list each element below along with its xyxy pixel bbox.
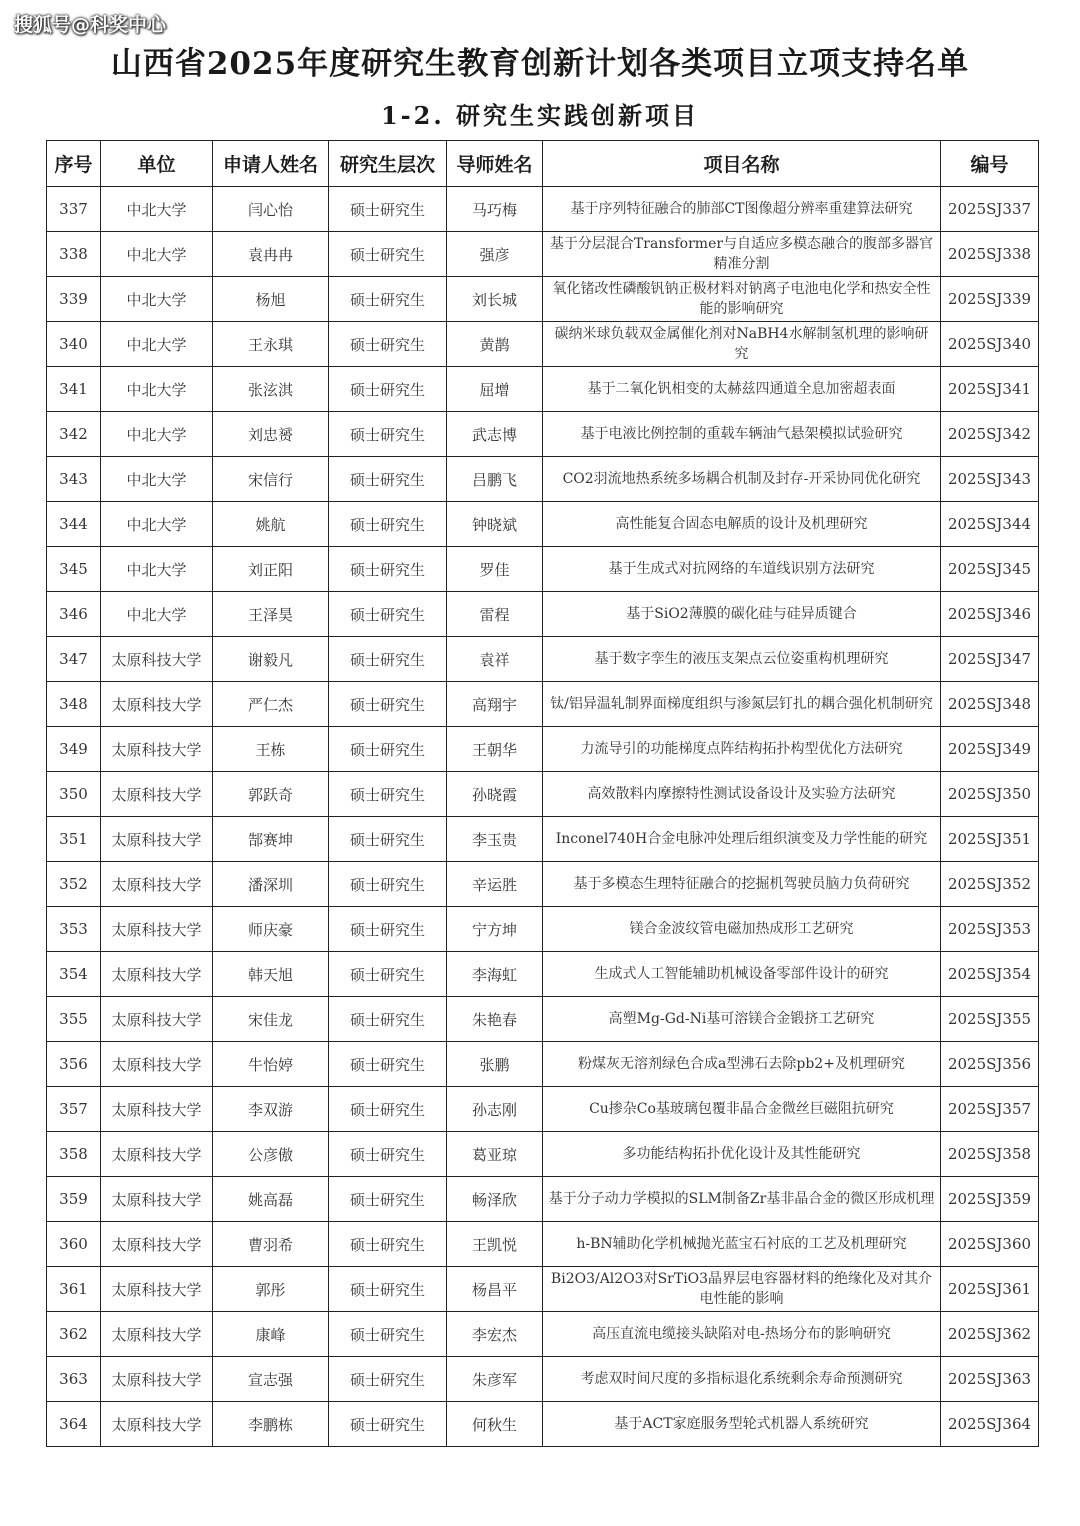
page-subtitle: 1-2. 研究生实践创新项目 <box>380 101 700 130</box>
watermark: 搜狐号@科奖中心 <box>14 14 167 36</box>
cell-project: CO2羽流地热系统多场耦合机制及封存-开采协同优化研究 <box>543 457 941 502</box>
table-row <box>47 457 1039 502</box>
header-advisor: 导师姓名 <box>447 141 543 187</box>
cell-project: 高性能复合固态电解质的设计及机理研究 <box>543 502 941 547</box>
cell-advisor: 杨昌平 <box>447 1267 543 1312</box>
cell-level: 硕士研究生 <box>329 1357 447 1402</box>
cell-code: 2025SJ347 <box>941 637 1039 682</box>
cell-advisor: 马巧梅 <box>447 187 543 232</box>
cell-level: 硕士研究生 <box>329 412 447 457</box>
cell-index: 353 <box>47 907 101 952</box>
cell-advisor: 畅泽欣 <box>447 1177 543 1222</box>
cell-index: 347 <box>47 637 101 682</box>
cell-project: 高塑Mg-Gd-Ni基可溶镁合金锻挤工艺研究 <box>543 997 941 1042</box>
cell-code: 2025SJ363 <box>941 1357 1039 1402</box>
cell-level: 硕士研究生 <box>329 457 447 502</box>
table-header-row <box>47 141 1039 187</box>
cell-advisor: 王朝华 <box>447 727 543 772</box>
cell-project: 高压直流电缆接头缺陷对电-热场分布的影响研究 <box>543 1312 941 1357</box>
cell-advisor: 刘长城 <box>447 277 543 322</box>
cell-project: 基于数字孪生的液压支架点云位姿重构机理研究 <box>543 637 941 682</box>
cell-applicant: 宋佳龙 <box>213 997 329 1042</box>
table-row <box>47 1222 1039 1267</box>
cell-unit: 太原科技大学 <box>101 817 213 862</box>
cell-index: 357 <box>47 1087 101 1132</box>
cell-unit: 中北大学 <box>101 187 213 232</box>
cell-applicant: 郭彤 <box>213 1267 329 1312</box>
cell-applicant: 宋信行 <box>213 457 329 502</box>
cell-code: 2025SJ364 <box>941 1402 1039 1447</box>
cell-index: 338 <box>47 232 101 277</box>
cell-level: 硕士研究生 <box>329 1402 447 1447</box>
header-project: 项目名称 <box>543 141 941 187</box>
cell-advisor: 钟晓斌 <box>447 502 543 547</box>
table-row <box>47 862 1039 907</box>
cell-advisor: 辛运胜 <box>447 862 543 907</box>
cell-applicant: 王永琪 <box>213 322 329 367</box>
cell-applicant: 刘忠赟 <box>213 412 329 457</box>
cell-project: 粉煤灰无溶剂绿色合成a型沸石去除pb2+及机理研究 <box>543 1042 941 1087</box>
cell-unit: 太原科技大学 <box>101 997 213 1042</box>
cell-applicant: 严仁杰 <box>213 682 329 727</box>
cell-index: 354 <box>47 952 101 997</box>
table-row <box>47 952 1039 997</box>
cell-unit: 太原科技大学 <box>101 1132 213 1177</box>
cell-project: 高效散料内摩擦特性测试设备设计及实验方法研究 <box>543 772 941 817</box>
cell-code: 2025SJ343 <box>941 457 1039 502</box>
cell-level: 硕士研究生 <box>329 952 447 997</box>
cell-level: 硕士研究生 <box>329 592 447 637</box>
cell-unit: 太原科技大学 <box>101 862 213 907</box>
cell-applicant: 曹羽希 <box>213 1222 329 1267</box>
cell-code: 2025SJ338 <box>941 232 1039 277</box>
cell-advisor: 吕鹏飞 <box>447 457 543 502</box>
cell-project: h-BN辅助化学机械抛光蓝宝石衬底的工艺及机理研究 <box>543 1222 941 1267</box>
table-row <box>47 682 1039 727</box>
cell-index: 356 <box>47 1042 101 1087</box>
cell-level: 硕士研究生 <box>329 1177 447 1222</box>
cell-level: 硕士研究生 <box>329 907 447 952</box>
cell-applicant: 谢毅凡 <box>213 637 329 682</box>
cell-advisor: 雷程 <box>447 592 543 637</box>
cell-project: 基于序列特征融合的肺部CT图像超分辨率重建算法研究 <box>543 187 941 232</box>
cell-index: 339 <box>47 277 101 322</box>
cell-advisor: 王凯悦 <box>447 1222 543 1267</box>
cell-advisor: 李宏杰 <box>447 1312 543 1357</box>
cell-code: 2025SJ356 <box>941 1042 1039 1087</box>
cell-project: 基于多模态生理特征融合的挖掘机驾驶员脑力负荷研究 <box>543 862 941 907</box>
cell-applicant: 刘正阳 <box>213 547 329 592</box>
cell-project: 基于生成式对抗网络的车道线识别方法研究 <box>543 547 941 592</box>
cell-unit: 中北大学 <box>101 277 213 322</box>
cell-code: 2025SJ340 <box>941 322 1039 367</box>
cell-level: 硕士研究生 <box>329 1042 447 1087</box>
cell-applicant: 李鹏栋 <box>213 1402 329 1447</box>
cell-project: 基于SiO2薄膜的碳化硅与硅异质键合 <box>543 592 941 637</box>
cell-level: 硕士研究生 <box>329 1222 447 1267</box>
cell-code: 2025SJ352 <box>941 862 1039 907</box>
cell-index: 361 <box>47 1267 101 1312</box>
cell-level: 硕士研究生 <box>329 232 447 277</box>
table-row <box>47 1087 1039 1132</box>
table-row <box>47 727 1039 772</box>
header-code: 编号 <box>941 141 1039 187</box>
table-row <box>47 367 1039 412</box>
table-row <box>47 907 1039 952</box>
cell-advisor: 宁方坤 <box>447 907 543 952</box>
cell-unit: 太原科技大学 <box>101 1042 213 1087</box>
cell-unit: 太原科技大学 <box>101 1402 213 1447</box>
cell-index: 351 <box>47 817 101 862</box>
cell-project: 基于二氧化钒相变的太赫兹四通道全息加密超表面 <box>543 367 941 412</box>
cell-code: 2025SJ337 <box>941 187 1039 232</box>
cell-advisor: 李玉贵 <box>447 817 543 862</box>
cell-code: 2025SJ341 <box>941 367 1039 412</box>
cell-applicant: 郜赛坤 <box>213 817 329 862</box>
cell-level: 硕士研究生 <box>329 682 447 727</box>
cell-index: 345 <box>47 547 101 592</box>
cell-index: 362 <box>47 1312 101 1357</box>
cell-index: 346 <box>47 592 101 637</box>
cell-applicant: 师庆豪 <box>213 907 329 952</box>
table-row <box>47 1267 1039 1312</box>
cell-index: 343 <box>47 457 101 502</box>
cell-project: 镁合金波纹管电磁加热成形工艺研究 <box>543 907 941 952</box>
cell-index: 340 <box>47 322 101 367</box>
cell-project: 碳纳米球负载双金属催化剂对NaBH4水解制氢机理的影响研究 <box>543 322 941 367</box>
cell-code: 2025SJ357 <box>941 1087 1039 1132</box>
cell-unit: 太原科技大学 <box>101 727 213 772</box>
cell-level: 硕士研究生 <box>329 862 447 907</box>
cell-advisor: 孙晓霞 <box>447 772 543 817</box>
cell-project: 基于分子动力学模拟的SLM制备Zr基非晶合金的微区形成机理 <box>543 1177 941 1222</box>
cell-applicant: 韩天旭 <box>213 952 329 997</box>
cell-unit: 中北大学 <box>101 322 213 367</box>
cell-index: 344 <box>47 502 101 547</box>
cell-applicant: 宣志强 <box>213 1357 329 1402</box>
cell-advisor: 高翔宇 <box>447 682 543 727</box>
cell-applicant: 王栋 <box>213 727 329 772</box>
cell-code: 2025SJ339 <box>941 277 1039 322</box>
table-row <box>47 817 1039 862</box>
cell-level: 硕士研究生 <box>329 1132 447 1177</box>
cell-project: 氧化锗改性磷酸钒钠正极材料对钠离子电池电化学和热安全性能的影响研究 <box>543 277 941 322</box>
cell-advisor: 孙志刚 <box>447 1087 543 1132</box>
table-row <box>47 637 1039 682</box>
cell-index: 342 <box>47 412 101 457</box>
cell-unit: 中北大学 <box>101 457 213 502</box>
table-row <box>47 322 1039 367</box>
cell-level: 硕士研究生 <box>329 1267 447 1312</box>
cell-unit: 太原科技大学 <box>101 637 213 682</box>
cell-advisor: 葛亚琼 <box>447 1132 543 1177</box>
cell-index: 364 <box>47 1402 101 1447</box>
cell-index: 359 <box>47 1177 101 1222</box>
cell-unit: 中北大学 <box>101 592 213 637</box>
cell-advisor: 何秋生 <box>447 1402 543 1447</box>
cell-project: 多功能结构拓扑优化设计及其性能研究 <box>543 1132 941 1177</box>
cell-project: Bi2O3/Al2O3对SrTiO3晶界层电容器材料的绝缘化及对其介电性能的影响 <box>543 1267 941 1312</box>
table-row <box>47 547 1039 592</box>
cell-index: 358 <box>47 1132 101 1177</box>
cell-code: 2025SJ344 <box>941 502 1039 547</box>
table-row <box>47 232 1039 277</box>
cell-applicant: 公彦傲 <box>213 1132 329 1177</box>
cell-level: 硕士研究生 <box>329 187 447 232</box>
cell-level: 硕士研究生 <box>329 502 447 547</box>
cell-project: 生成式人工智能辅助机械设备零部件设计的研究 <box>543 952 941 997</box>
cell-unit: 太原科技大学 <box>101 682 213 727</box>
cell-index: 360 <box>47 1222 101 1267</box>
table-row <box>47 1357 1039 1402</box>
header-level: 研究生层次 <box>329 141 447 187</box>
table-row <box>47 502 1039 547</box>
page-title: 山西省2025年度研究生教育创新计划各类项目立项支持名单 <box>110 46 970 82</box>
cell-unit: 太原科技大学 <box>101 1177 213 1222</box>
cell-code: 2025SJ351 <box>941 817 1039 862</box>
cell-applicant: 王泽昊 <box>213 592 329 637</box>
cell-index: 349 <box>47 727 101 772</box>
cell-code: 2025SJ355 <box>941 997 1039 1042</box>
header-index: 序号 <box>47 141 101 187</box>
cell-unit: 中北大学 <box>101 502 213 547</box>
cell-applicant: 潘深圳 <box>213 862 329 907</box>
cell-unit: 中北大学 <box>101 367 213 412</box>
cell-level: 硕士研究生 <box>329 547 447 592</box>
cell-applicant: 康峰 <box>213 1312 329 1357</box>
cell-index: 337 <box>47 187 101 232</box>
cell-unit: 太原科技大学 <box>101 952 213 997</box>
cell-index: 341 <box>47 367 101 412</box>
cell-code: 2025SJ350 <box>941 772 1039 817</box>
cell-advisor: 张鹏 <box>447 1042 543 1087</box>
cell-code: 2025SJ354 <box>941 952 1039 997</box>
cell-index: 355 <box>47 997 101 1042</box>
cell-code: 2025SJ342 <box>941 412 1039 457</box>
cell-advisor: 强彦 <box>447 232 543 277</box>
cell-code: 2025SJ359 <box>941 1177 1039 1222</box>
cell-advisor: 李海虹 <box>447 952 543 997</box>
cell-code: 2025SJ360 <box>941 1222 1039 1267</box>
cell-level: 硕士研究生 <box>329 727 447 772</box>
cell-level: 硕士研究生 <box>329 277 447 322</box>
cell-index: 352 <box>47 862 101 907</box>
cell-code: 2025SJ345 <box>941 547 1039 592</box>
cell-unit: 太原科技大学 <box>101 1357 213 1402</box>
cell-level: 硕士研究生 <box>329 637 447 682</box>
cell-unit: 中北大学 <box>101 547 213 592</box>
cell-applicant: 张泫淇 <box>213 367 329 412</box>
cell-advisor: 朱艳春 <box>447 997 543 1042</box>
cell-project: 钛/铝异温轧制界面梯度组织与渗氮层钉扎的耦合强化机制研究 <box>543 682 941 727</box>
cell-level: 硕士研究生 <box>329 772 447 817</box>
cell-index: 348 <box>47 682 101 727</box>
cell-index: 363 <box>47 1357 101 1402</box>
cell-advisor: 屈增 <box>447 367 543 412</box>
cell-level: 硕士研究生 <box>329 997 447 1042</box>
table-row <box>47 1402 1039 1447</box>
cell-level: 硕士研究生 <box>329 322 447 367</box>
cell-code: 2025SJ353 <box>941 907 1039 952</box>
cell-unit: 太原科技大学 <box>101 1312 213 1357</box>
cell-project: 基于ACT家庭服务型轮式机器人系统研究 <box>543 1402 941 1447</box>
cell-advisor: 黄鹊 <box>447 322 543 367</box>
cell-unit: 中北大学 <box>101 412 213 457</box>
cell-advisor: 罗佳 <box>447 547 543 592</box>
project-table <box>46 140 1039 1447</box>
cell-unit: 太原科技大学 <box>101 772 213 817</box>
cell-project: 考虑双时间尺度的多指标退化系统剩余寿命预测研究 <box>543 1357 941 1402</box>
cell-applicant: 郭跃奇 <box>213 772 329 817</box>
cell-project: Inconel740H合金电脉冲处理后组织演变及力学性能的研究 <box>543 817 941 862</box>
cell-level: 硕士研究生 <box>329 1087 447 1132</box>
table-row <box>47 412 1039 457</box>
cell-level: 硕士研究生 <box>329 367 447 412</box>
cell-applicant: 牛怡婷 <box>213 1042 329 1087</box>
cell-unit: 太原科技大学 <box>101 1222 213 1267</box>
cell-applicant: 袁冉冉 <box>213 232 329 277</box>
cell-code: 2025SJ348 <box>941 682 1039 727</box>
cell-advisor: 武志博 <box>447 412 543 457</box>
table-row <box>47 187 1039 232</box>
cell-applicant: 闫心怡 <box>213 187 329 232</box>
cell-unit: 太原科技大学 <box>101 1087 213 1132</box>
cell-project: Cu掺杂Co基玻璃包覆非晶合金微丝巨磁阻抗研究 <box>543 1087 941 1132</box>
cell-applicant: 李双游 <box>213 1087 329 1132</box>
cell-project: 基于分层混合Transformer与自适应多模态融合的腹部多器官精准分割 <box>543 232 941 277</box>
cell-unit: 太原科技大学 <box>101 1267 213 1312</box>
cell-applicant: 姚高磊 <box>213 1177 329 1222</box>
header-unit: 单位 <box>101 141 213 187</box>
cell-code: 2025SJ346 <box>941 592 1039 637</box>
table-row <box>47 1042 1039 1087</box>
table-row <box>47 1177 1039 1222</box>
cell-project: 基于电液比例控制的重载车辆油气悬架模拟试验研究 <box>543 412 941 457</box>
cell-code: 2025SJ358 <box>941 1132 1039 1177</box>
cell-advisor: 朱彦军 <box>447 1357 543 1402</box>
cell-level: 硕士研究生 <box>329 817 447 862</box>
cell-level: 硕士研究生 <box>329 1312 447 1357</box>
table-row <box>47 277 1039 322</box>
table-row <box>47 1132 1039 1177</box>
cell-advisor: 袁祥 <box>447 637 543 682</box>
cell-unit: 中北大学 <box>101 232 213 277</box>
table-body <box>47 187 1039 1447</box>
table-row <box>47 1312 1039 1357</box>
cell-code: 2025SJ361 <box>941 1267 1039 1312</box>
cell-applicant: 杨旭 <box>213 277 329 322</box>
cell-unit: 太原科技大学 <box>101 907 213 952</box>
cell-project: 力流导引的功能梯度点阵结构拓扑构型优化方法研究 <box>543 727 941 772</box>
cell-applicant: 姚航 <box>213 502 329 547</box>
cell-code: 2025SJ362 <box>941 1312 1039 1357</box>
header-applicant: 申请人姓名 <box>213 141 329 187</box>
cell-index: 350 <box>47 772 101 817</box>
cell-code: 2025SJ349 <box>941 727 1039 772</box>
table-row <box>47 772 1039 817</box>
table-row <box>47 997 1039 1042</box>
table-row <box>47 592 1039 637</box>
